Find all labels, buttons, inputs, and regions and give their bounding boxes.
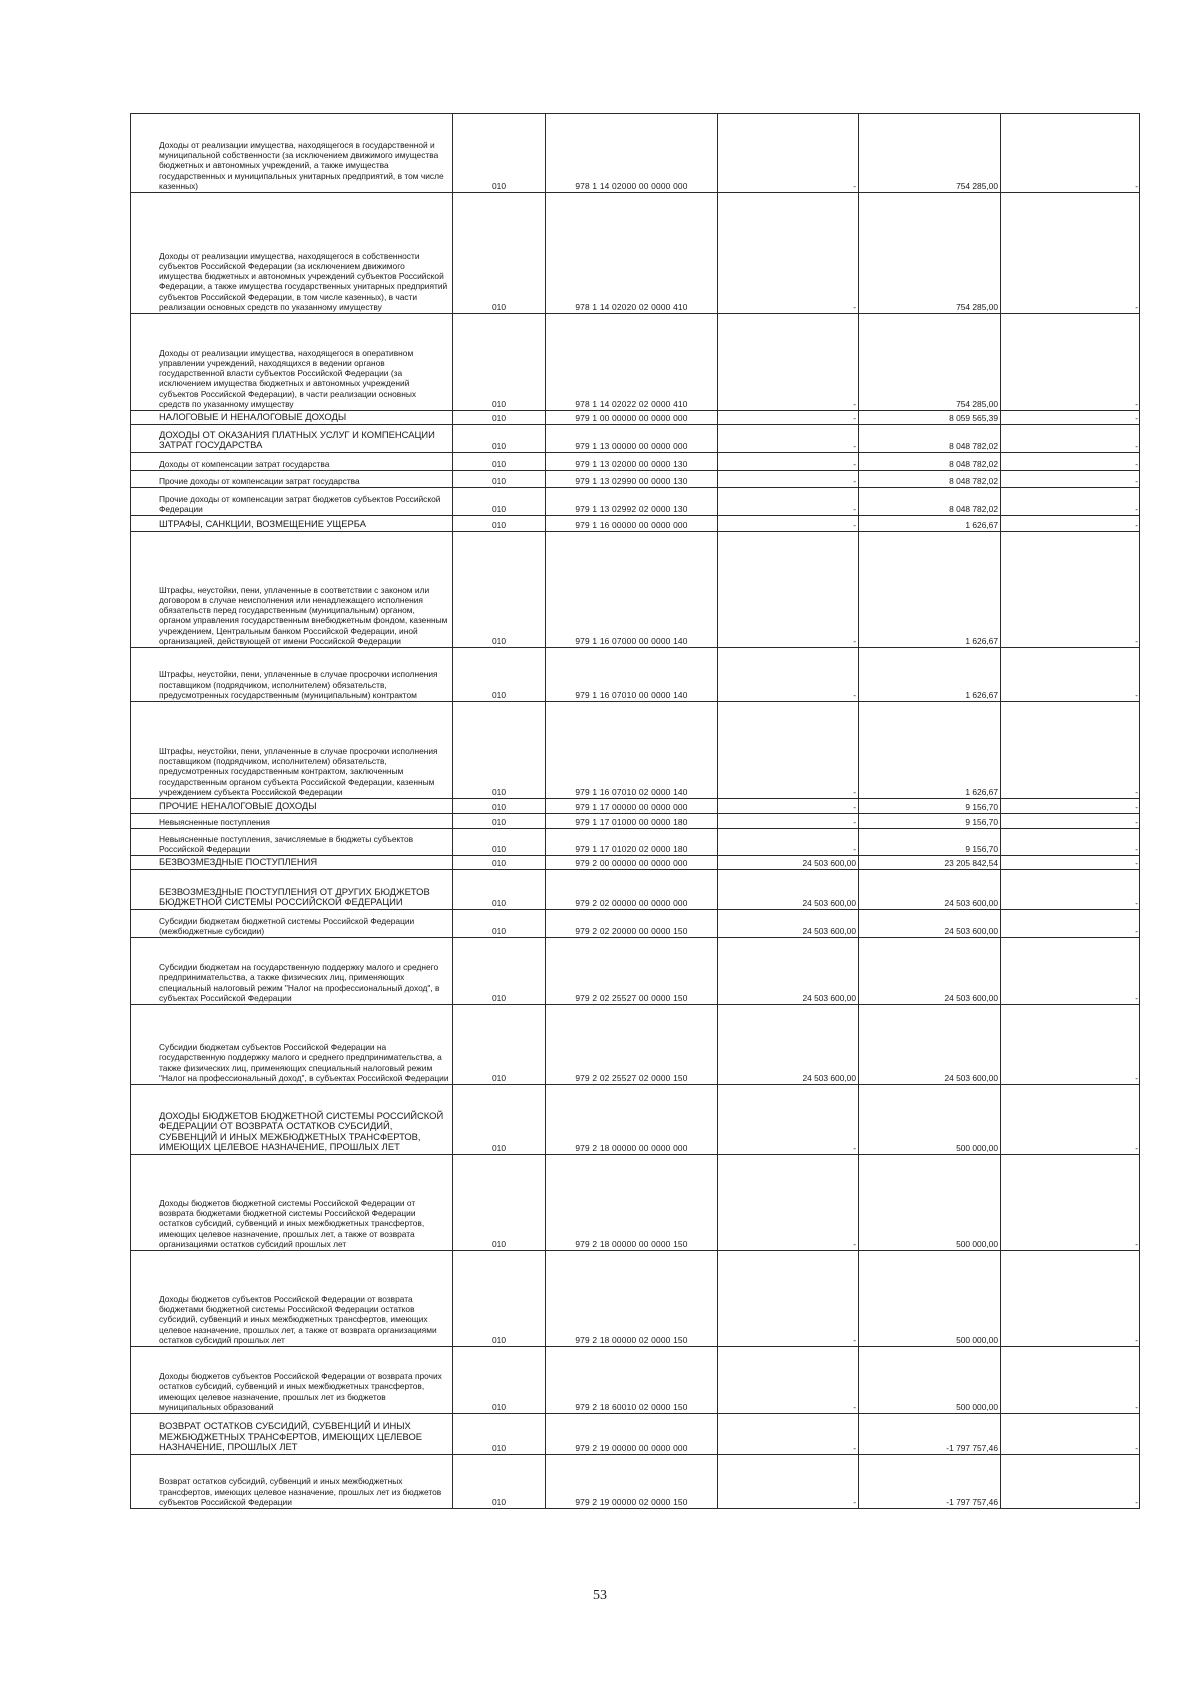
row-executed-cell: 8 048 782,02 — [859, 488, 1001, 516]
row-executed-cell: 754 285,00 — [859, 114, 1001, 193]
row-line-code-cell: 010 — [453, 1085, 546, 1155]
revenue-table — [130, 113, 1140, 1509]
row-executed-cell: 500 000,00 — [859, 1085, 1001, 1155]
table-row — [131, 1347, 1140, 1414]
table-row — [131, 829, 1140, 856]
row-unexecuted-cell: - — [1001, 938, 1140, 1005]
table-row — [131, 648, 1140, 702]
row-unexecuted-cell: - — [1001, 193, 1140, 314]
row-approved-cell: - — [718, 114, 859, 193]
row-name-cell: Штрафы, неустойки, пени, уплаченные в случае просрочки исполнения поставщиком (подрядчиком, исполнителем) обязательств, предусмотренных государственным (муниципальным) контрактом — [131, 648, 453, 702]
table-row — [131, 870, 1140, 910]
row-name-cell: Субсидии бюджетам бюджетной системы Российской Федерации (межбюджетные субсидии) — [131, 910, 453, 938]
row-classification-code-cell: 978 1 14 02022 02 0000 410 — [546, 314, 718, 411]
row-name-cell: Доходы от реализации имущества, находящегося в оперативном управлении учреждений, находящихся в ведении органов государственной власти субъектов Российской Федерации (за исключением имущества бюджетных и автономных учреждений субъектов Российской Федерации), в части реализации основных средств по указанному имуществу — [131, 314, 453, 411]
row-classification-code-cell: 978 1 14 02020 02 0000 410 — [546, 193, 718, 314]
row-approved-cell: - — [718, 193, 859, 314]
row-line-code-cell: 010 — [453, 453, 546, 471]
row-approved-cell: - — [718, 488, 859, 516]
row-unexecuted-cell: - — [1001, 471, 1140, 488]
row-unexecuted-cell: - — [1001, 814, 1140, 829]
row-approved-cell: - — [718, 1155, 859, 1251]
row-classification-code-cell: 979 1 16 07000 00 0000 140 — [546, 532, 718, 648]
row-classification-code-cell: 979 2 02 25527 02 0000 150 — [546, 1005, 718, 1085]
row-executed-cell: 754 285,00 — [859, 314, 1001, 411]
row-classification-code-cell: 978 1 14 02000 00 0000 000 — [546, 114, 718, 193]
row-line-code-cell: 010 — [453, 532, 546, 648]
row-classification-code-cell: 979 1 00 00000 00 0000 000 — [546, 411, 718, 425]
table-row — [131, 425, 1140, 453]
row-approved-cell: - — [718, 453, 859, 471]
row-classification-code-cell: 979 1 17 00000 00 0000 000 — [546, 799, 718, 814]
row-classification-code-cell: 979 1 13 00000 00 0000 000 — [546, 425, 718, 453]
row-unexecuted-cell: - — [1001, 1455, 1140, 1509]
table-row — [131, 1155, 1140, 1251]
table-row — [131, 1414, 1140, 1455]
row-line-code-cell: 010 — [453, 1005, 546, 1085]
row-unexecuted-cell: - — [1001, 488, 1140, 516]
row-unexecuted-cell: - — [1001, 453, 1140, 471]
row-name-cell: Невыясненные поступления, зачисляемые в бюджеты субъектов Российской Федерации — [131, 829, 453, 856]
row-name-cell: Субсидии бюджетам субъектов Российской Федерации на государственную поддержку малого и среднего предпринимательства, а также физических лиц, применяющих специальный налоговый режим "Налог на профессиональный доход", в субъектах Российской Федерации — [131, 1005, 453, 1085]
row-line-code-cell: 010 — [453, 425, 546, 453]
row-executed-cell: 500 000,00 — [859, 1251, 1001, 1347]
row-name-cell: Доходы от реализации имущества, находящегося в государственной и муниципальной собственности (за исключением движимого имущества бюджетных и автономных учреждений, а также имущества государственных и муниципальных унитарных предприятий, в том числе казенных) — [131, 114, 453, 193]
row-unexecuted-cell: - — [1001, 532, 1140, 648]
table-row — [131, 938, 1140, 1005]
table-row — [131, 314, 1140, 411]
row-name-cell: Штрафы, неустойки, пени, уплаченные в соответствии с законом или договором в случае неисполнения или ненадлежащего исполнения обязательств перед государственным (муниципальным) органом, органом управления государственным внебюджетным фондом, казенным учреждением, Центральным банком Российской Федерации, иной организацией, действующей от имени Российской Федерации — [131, 532, 453, 648]
row-executed-cell: 9 156,70 — [859, 829, 1001, 856]
row-executed-cell: 754 285,00 — [859, 193, 1001, 314]
table-row — [131, 532, 1140, 648]
row-approved-cell: - — [718, 471, 859, 488]
row-unexecuted-cell: - — [1001, 702, 1140, 799]
row-approved-cell: - — [718, 799, 859, 814]
row-unexecuted-cell: - — [1001, 799, 1140, 814]
row-approved-cell: - — [718, 1347, 859, 1414]
row-name-cell: Прочие доходы от компенсации затрат государства — [131, 471, 453, 488]
page-number: 53 — [593, 1588, 607, 1603]
row-unexecuted-cell: - — [1001, 829, 1140, 856]
row-unexecuted-cell: - — [1001, 1005, 1140, 1085]
row-approved-cell: - — [718, 702, 859, 799]
row-executed-cell: 9 156,70 — [859, 814, 1001, 829]
row-name-cell: Доходы от компенсации затрат государства — [131, 453, 453, 471]
row-line-code-cell: 010 — [453, 938, 546, 1005]
row-line-code-cell: 010 — [453, 829, 546, 856]
row-approved-cell: 24 503 600,00 — [718, 870, 859, 910]
table-row — [131, 1455, 1140, 1509]
row-executed-cell: 1 626,67 — [859, 702, 1001, 799]
table-row — [131, 814, 1140, 829]
row-unexecuted-cell: - — [1001, 411, 1140, 425]
row-approved-cell: - — [718, 1455, 859, 1509]
row-approved-cell: - — [718, 425, 859, 453]
row-executed-cell: 9 156,70 — [859, 799, 1001, 814]
row-classification-code-cell: 979 1 13 02992 02 0000 130 — [546, 488, 718, 516]
row-approved-cell: - — [718, 1251, 859, 1347]
row-name-cell: Доходы бюджетов бюджетной системы Российской Федерации от возврата бюджетами бюджетной системы Российской Федерации остатков субсидий, субвенций и иных межбюджетных трансфертов, имеющих целевое назначение, прошлых лет, а также от возврата организациями остатков субсидий прошлых лет — [131, 1155, 453, 1251]
row-unexecuted-cell: - — [1001, 1251, 1140, 1347]
row-unexecuted-cell: - — [1001, 856, 1140, 870]
row-executed-cell: 8 048 782,02 — [859, 425, 1001, 453]
row-approved-cell: 24 503 600,00 — [718, 910, 859, 938]
table-row — [131, 471, 1140, 488]
row-executed-cell: 8 048 782,02 — [859, 471, 1001, 488]
row-line-code-cell: 010 — [453, 1155, 546, 1251]
table-row — [131, 193, 1140, 314]
row-classification-code-cell: 979 2 18 60010 02 0000 150 — [546, 1347, 718, 1414]
row-executed-cell: 24 503 600,00 — [859, 1005, 1001, 1085]
row-executed-cell: 23 205 842,54 — [859, 856, 1001, 870]
row-name-cell: ДОХОДЫ ОТ ОКАЗАНИЯ ПЛАТНЫХ УСЛУГ И КОМПЕНСАЦИИ ЗАТРАТ ГОСУДАРСТВА — [131, 425, 453, 453]
row-approved-cell: - — [718, 648, 859, 702]
row-unexecuted-cell: - — [1001, 314, 1140, 411]
row-classification-code-cell: 979 2 18 00000 00 0000 000 — [546, 1085, 718, 1155]
row-line-code-cell: 010 — [453, 814, 546, 829]
row-classification-code-cell: 979 2 02 25527 00 0000 150 — [546, 938, 718, 1005]
row-executed-cell: 1 626,67 — [859, 516, 1001, 532]
row-approved-cell: - — [718, 314, 859, 411]
row-name-cell: ВОЗВРАТ ОСТАТКОВ СУБСИДИЙ, СУБВЕНЦИЙ И ИНЫХ МЕЖБЮДЖЕТНЫХ ТРАНСФЕРТОВ, ИМЕЮЩИХ ЦЕЛЕВОЕ НАЗНАЧЕНИЕ, ПРОШЛЫХ ЛЕТ — [131, 1414, 453, 1455]
row-executed-cell: 1 626,67 — [859, 648, 1001, 702]
table-row — [131, 1085, 1140, 1155]
row-line-code-cell: 010 — [453, 910, 546, 938]
row-classification-code-cell: 979 2 02 20000 00 0000 150 — [546, 910, 718, 938]
row-unexecuted-cell: - — [1001, 114, 1140, 193]
row-executed-cell: 500 000,00 — [859, 1155, 1001, 1251]
row-unexecuted-cell: - — [1001, 648, 1140, 702]
row-line-code-cell: 010 — [453, 488, 546, 516]
row-approved-cell: - — [718, 532, 859, 648]
row-approved-cell: - — [718, 1414, 859, 1455]
row-name-cell: ПРОЧИЕ НЕНАЛОГОВЫЕ ДОХОДЫ — [131, 799, 453, 814]
row-name-cell: Доходы бюджетов субъектов Российской Федерации от возврата прочих остатков субсидий, субвенций и иных межбюджетных трансфертов, имеющих целевое назначение, прошлых лет из бюджетов муниципальных образований — [131, 1347, 453, 1414]
row-executed-cell: 500 000,00 — [859, 1347, 1001, 1414]
table-row — [131, 910, 1140, 938]
row-classification-code-cell: 979 1 16 00000 00 0000 000 — [546, 516, 718, 532]
row-classification-code-cell: 979 2 00 00000 00 0000 000 — [546, 856, 718, 870]
row-name-cell: Штрафы, неустойки, пени, уплаченные в случае просрочки исполнения поставщиком (подрядчиком, исполнителем) обязательств, предусмотренных государственным контрактом, заключенным государственным органом субъекта Российской Федерации, казенным учреждением субъекта Российской Федерации — [131, 702, 453, 799]
row-approved-cell: - — [718, 411, 859, 425]
table-row — [131, 488, 1140, 516]
row-line-code-cell: 010 — [453, 1347, 546, 1414]
row-unexecuted-cell: - — [1001, 1155, 1140, 1251]
table-row — [131, 1251, 1140, 1347]
row-executed-cell: 8 048 782,02 — [859, 453, 1001, 471]
row-approved-cell: - — [718, 829, 859, 856]
row-approved-cell: - — [718, 1085, 859, 1155]
row-executed-cell: 24 503 600,00 — [859, 938, 1001, 1005]
table-row — [131, 856, 1140, 870]
row-executed-cell: 8 059 565,39 — [859, 411, 1001, 425]
table-row — [131, 1005, 1140, 1085]
row-classification-code-cell: 979 1 16 07010 00 0000 140 — [546, 648, 718, 702]
row-line-code-cell: 010 — [453, 411, 546, 425]
row-approved-cell: 24 503 600,00 — [718, 1005, 859, 1085]
row-classification-code-cell: 979 1 13 02000 00 0000 130 — [546, 453, 718, 471]
row-approved-cell: - — [718, 516, 859, 532]
row-classification-code-cell: 979 1 13 02990 00 0000 130 — [546, 471, 718, 488]
row-line-code-cell: 010 — [453, 1414, 546, 1455]
table-row — [131, 799, 1140, 814]
row-line-code-cell: 010 — [453, 856, 546, 870]
row-name-cell: Доходы от реализации имущества, находящегося в собственности субъектов Российской Федерации (за исключением движимого имущества бюджетных и автономных учреждений субъектов Российской Федерации, а также имущества государственных унитарных предприятий субъектов Российской Федерации, в том числе казенных), в части реализации основных средств по указанному имуществу — [131, 193, 453, 314]
row-name-cell: Субсидии бюджетам на государственную поддержку малого и среднего предпринимательства, а также физических лиц, применяющих специальный налоговый режим "Налог на профессиональный доход", в субъектах Российской Федерации — [131, 938, 453, 1005]
row-unexecuted-cell: - — [1001, 516, 1140, 532]
row-unexecuted-cell: - — [1001, 425, 1140, 453]
row-classification-code-cell: 979 2 02 00000 00 0000 000 — [546, 870, 718, 910]
row-line-code-cell: 010 — [453, 1455, 546, 1509]
row-name-cell: БЕЗВОЗМЕЗДНЫЕ ПОСТУПЛЕНИЯ — [131, 856, 453, 870]
row-classification-code-cell: 979 2 19 00000 00 0000 000 — [546, 1414, 718, 1455]
row-line-code-cell: 010 — [453, 799, 546, 814]
row-approved-cell: - — [718, 814, 859, 829]
row-line-code-cell: 010 — [453, 314, 546, 411]
row-classification-code-cell: 979 1 17 01000 00 0000 180 — [546, 814, 718, 829]
table-row — [131, 702, 1140, 799]
row-classification-code-cell: 979 2 19 00000 02 0000 150 — [546, 1455, 718, 1509]
row-executed-cell: -1 797 757,46 — [859, 1414, 1001, 1455]
row-line-code-cell: 010 — [453, 702, 546, 799]
row-classification-code-cell: 979 1 16 07010 02 0000 140 — [546, 702, 718, 799]
row-name-cell: ШТРАФЫ, САНКЦИИ, ВОЗМЕЩЕНИЕ УЩЕРБА — [131, 516, 453, 532]
row-name-cell: БЕЗВОЗМЕЗДНЫЕ ПОСТУПЛЕНИЯ ОТ ДРУГИХ БЮДЖЕТОВ БЮДЖЕТНОЙ СИСТЕМЫ РОССИЙСКОЙ ФЕДЕРАЦИИ — [131, 870, 453, 910]
row-classification-code-cell: 979 2 18 00000 00 0000 150 — [546, 1155, 718, 1251]
row-unexecuted-cell: - — [1001, 1347, 1140, 1414]
row-line-code-cell: 010 — [453, 471, 546, 488]
table-row — [131, 516, 1140, 532]
row-unexecuted-cell: - — [1001, 1414, 1140, 1455]
row-name-cell: НАЛОГОВЫЕ И НЕНАЛОГОВЫЕ ДОХОДЫ — [131, 411, 453, 425]
row-unexecuted-cell: - — [1001, 1085, 1140, 1155]
row-unexecuted-cell: - — [1001, 910, 1140, 938]
row-line-code-cell: 010 — [453, 114, 546, 193]
table-row — [131, 114, 1140, 193]
table-row — [131, 411, 1140, 425]
revenue-table-body — [131, 114, 1140, 1509]
row-classification-code-cell: 979 2 18 00000 02 0000 150 — [546, 1251, 718, 1347]
row-name-cell: Доходы бюджетов субъектов Российской Федерации от возврата бюджетами бюджетной системы Российской Федерации остатков субсидий, субвенций и иных межбюджетных трансфертов, имеющих целевое назначение, прошлых лет, а также от возврата организациями остатков субсидий прошлых лет — [131, 1251, 453, 1347]
row-name-cell: Прочие доходы от компенсации затрат бюджетов субъектов Российской Федерации — [131, 488, 453, 516]
row-line-code-cell: 010 — [453, 870, 546, 910]
row-approved-cell: 24 503 600,00 — [718, 856, 859, 870]
row-line-code-cell: 010 — [453, 1251, 546, 1347]
row-name-cell: Невыясненные поступления — [131, 814, 453, 829]
table-row — [131, 453, 1140, 471]
row-executed-cell: 24 503 600,00 — [859, 870, 1001, 910]
row-line-code-cell: 010 — [453, 648, 546, 702]
row-unexecuted-cell: - — [1001, 870, 1140, 910]
row-executed-cell: 1 626,67 — [859, 532, 1001, 648]
row-line-code-cell: 010 — [453, 516, 546, 532]
row-executed-cell: 24 503 600,00 — [859, 910, 1001, 938]
row-executed-cell: -1 797 757,46 — [859, 1455, 1001, 1509]
row-approved-cell: 24 503 600,00 — [718, 938, 859, 1005]
row-name-cell: Возврат остатков субсидий, субвенций и иных межбюджетных трансфертов, имеющих целевое назначение, прошлых лет из бюджетов субъектов Российской Федерации — [131, 1455, 453, 1509]
row-name-cell: ДОХОДЫ БЮДЖЕТОВ БЮДЖЕТНОЙ СИСТЕМЫ РОССИЙСКОЙ ФЕДЕРАЦИИ ОТ ВОЗВРАТА ОСТАТКОВ СУБСИДИЙ, СУБВЕНЦИЙ И ИНЫХ МЕЖБЮДЖЕТНЫХ ТРАНСФЕРТОВ, ИМЕЮЩИХ ЦЕЛЕВОЕ НАЗНАЧЕНИЕ, ПРОШЛЫХ ЛЕТ — [131, 1085, 453, 1155]
row-classification-code-cell: 979 1 17 01020 02 0000 180 — [546, 829, 718, 856]
row-line-code-cell: 010 — [453, 193, 546, 314]
